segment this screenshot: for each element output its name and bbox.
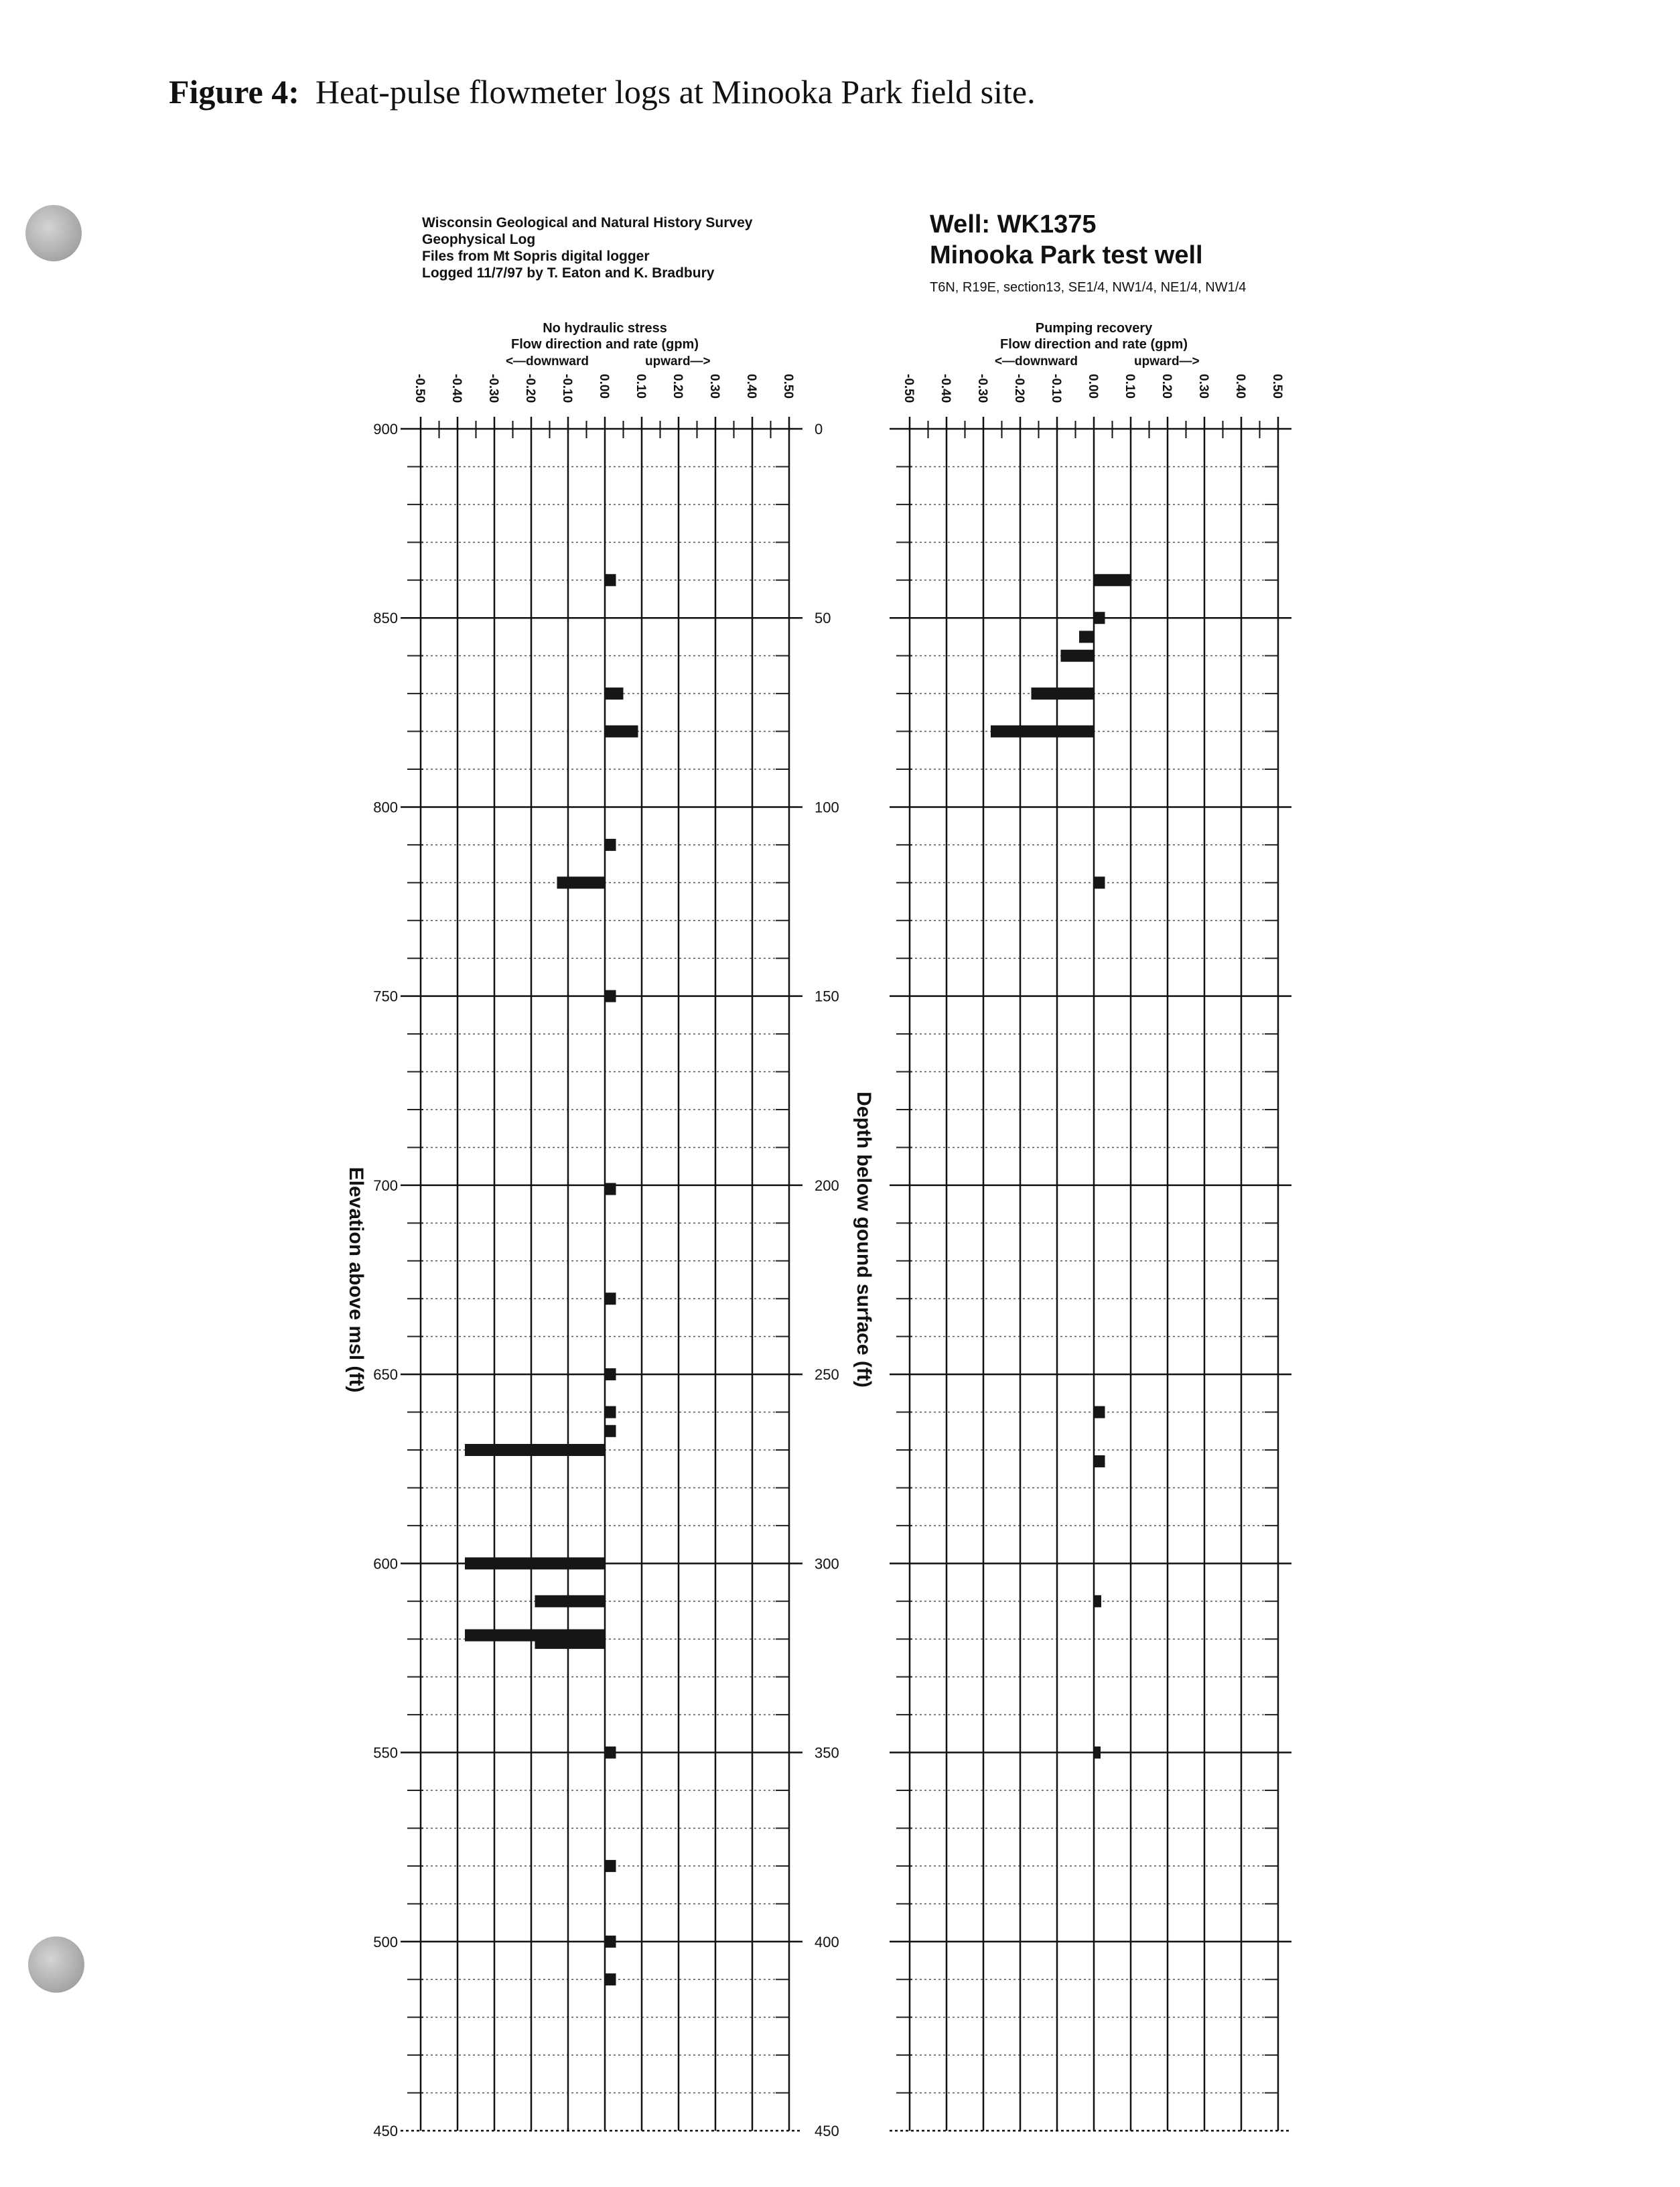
flow-bar [991, 726, 1094, 738]
depth-tick-label: 300 [815, 1555, 839, 1573]
flow-bar [605, 839, 616, 851]
x-tick-label: -0.50 [902, 374, 916, 403]
x-tick-label: -0.10 [1049, 374, 1063, 403]
upward-label: upward—> [645, 354, 711, 369]
depth-tick-label: 250 [815, 1366, 839, 1384]
flow-bar [605, 1936, 616, 1948]
elevation-tick-label: 750 [373, 988, 398, 1005]
flow-bar [1094, 1406, 1105, 1418]
logger-source: Files from Mt Sopris digital logger [422, 249, 650, 264]
x-tick-label: -0.50 [413, 374, 427, 403]
x-tick-label: -0.10 [560, 374, 574, 403]
elevation-tick-label: 500 [373, 1933, 398, 1950]
downward-label: <—downward [994, 354, 1078, 369]
depth-tick-label: 400 [815, 1933, 839, 1950]
elevation-tick-label: 800 [373, 799, 398, 816]
flow-bar [465, 1557, 605, 1569]
depth-tick-label: 50 [815, 610, 831, 627]
flow-bar [605, 726, 638, 738]
elevation-tick-label: 850 [373, 610, 398, 627]
x-tick-label: 0.10 [1123, 374, 1137, 399]
well-name: Well: WK1375 [930, 210, 1097, 239]
x-tick-label: -0.30 [975, 374, 989, 403]
upward-label: upward—> [1134, 354, 1200, 369]
flow-bar [1079, 631, 1094, 643]
flow-bar [535, 1595, 606, 1607]
panel-subtitle: Flow direction and rate (gpm) [999, 337, 1188, 352]
x-tick-label: 0.50 [1270, 374, 1284, 399]
depth-tick-label: 350 [815, 1744, 839, 1762]
elevation-tick-label: 900 [373, 421, 398, 438]
x-tick-label: 0.30 [1196, 374, 1210, 399]
y-axis-label-elevation: Elevation above msl (ft) [345, 1167, 367, 1393]
flow-bar [557, 876, 606, 888]
elevation-tick-label: 650 [373, 1366, 398, 1384]
x-tick-label: 0.20 [1160, 374, 1174, 399]
downward-label: <—downward [505, 354, 589, 369]
flow-bar [1094, 876, 1105, 888]
figure-caption-text: Heat-pulse flowmeter logs at Minooka Park field site. [315, 73, 1036, 111]
flow-bar [1061, 650, 1095, 662]
depth-tick-label: 0 [815, 421, 823, 438]
x-tick-label: -0.20 [523, 374, 537, 403]
x-tick-label: -0.40 [449, 374, 464, 403]
depth-tick-label: 450 [815, 2123, 839, 2139]
y-axis-label-depth: Depth below gound surface (ft) [853, 1091, 875, 1388]
flow-bar [605, 1293, 616, 1305]
flow-bar [605, 1860, 616, 1872]
depth-tick-label: 200 [815, 1177, 839, 1194]
flow-bar [605, 574, 616, 586]
x-tick-label: 0.50 [781, 374, 795, 399]
panel-subtitle: Flow direction and rate (gpm) [510, 337, 699, 352]
x-tick-label: 0.10 [634, 374, 648, 399]
elevation-tick-label: 550 [373, 1744, 398, 1762]
x-tick-label: 0.40 [744, 374, 758, 399]
flow-bar [605, 1425, 616, 1437]
panel-title: Pumping recovery [1035, 321, 1153, 336]
elevation-tick-label: 700 [373, 1177, 398, 1194]
flow-bar [1094, 1595, 1101, 1607]
elevation-tick-label: 450 [373, 2123, 398, 2139]
x-tick-label: -0.40 [938, 374, 953, 403]
flow-bar [465, 1444, 605, 1456]
elevation-tick-label: 600 [373, 1555, 398, 1573]
flow-bar [1094, 1455, 1105, 1467]
figure-label: Figure 4: [169, 73, 299, 111]
flow-bar [605, 1973, 616, 1985]
panel-title: No hydraulic stress [543, 321, 667, 336]
logged-by: Logged 11/7/97 by T. Eaton and K. Bradbury [422, 265, 715, 281]
log-type: Geophysical Log [422, 232, 536, 247]
depth-tick-label: 150 [815, 988, 839, 1005]
depth-tick-label: 100 [815, 799, 839, 816]
x-tick-label: -0.30 [486, 374, 500, 403]
flow-panel-1 [345, 321, 875, 2139]
flow-bar [1032, 687, 1095, 700]
survey-name: Wisconsin Geological and Natural History Survey [422, 215, 753, 230]
flow-bar [1094, 612, 1105, 624]
flow-panel-2 [890, 321, 1291, 2131]
well-site: Minooka Park test well [930, 241, 1203, 269]
flow-bar [605, 990, 616, 1002]
flow-bar [605, 1747, 616, 1759]
flow-bar [1094, 1747, 1101, 1759]
flow-bar [605, 1183, 616, 1195]
x-tick-label: 0.40 [1233, 374, 1247, 399]
x-tick-label: 0.00 [597, 374, 611, 399]
x-tick-label: 0.30 [707, 374, 721, 399]
flow-bar [605, 687, 624, 700]
x-tick-label: 0.20 [671, 374, 685, 399]
flow-bar [1094, 574, 1131, 586]
x-tick-label: -0.20 [1012, 374, 1026, 403]
x-tick-label: 0.00 [1086, 374, 1100, 399]
flow-bar [605, 1406, 616, 1418]
flow-bar [605, 1368, 616, 1380]
well-location: T6N, R19E, section13, SE1/4, NW1/4, NE1/4, NW1/4 [930, 280, 1247, 295]
flow-bar [535, 1637, 606, 1649]
